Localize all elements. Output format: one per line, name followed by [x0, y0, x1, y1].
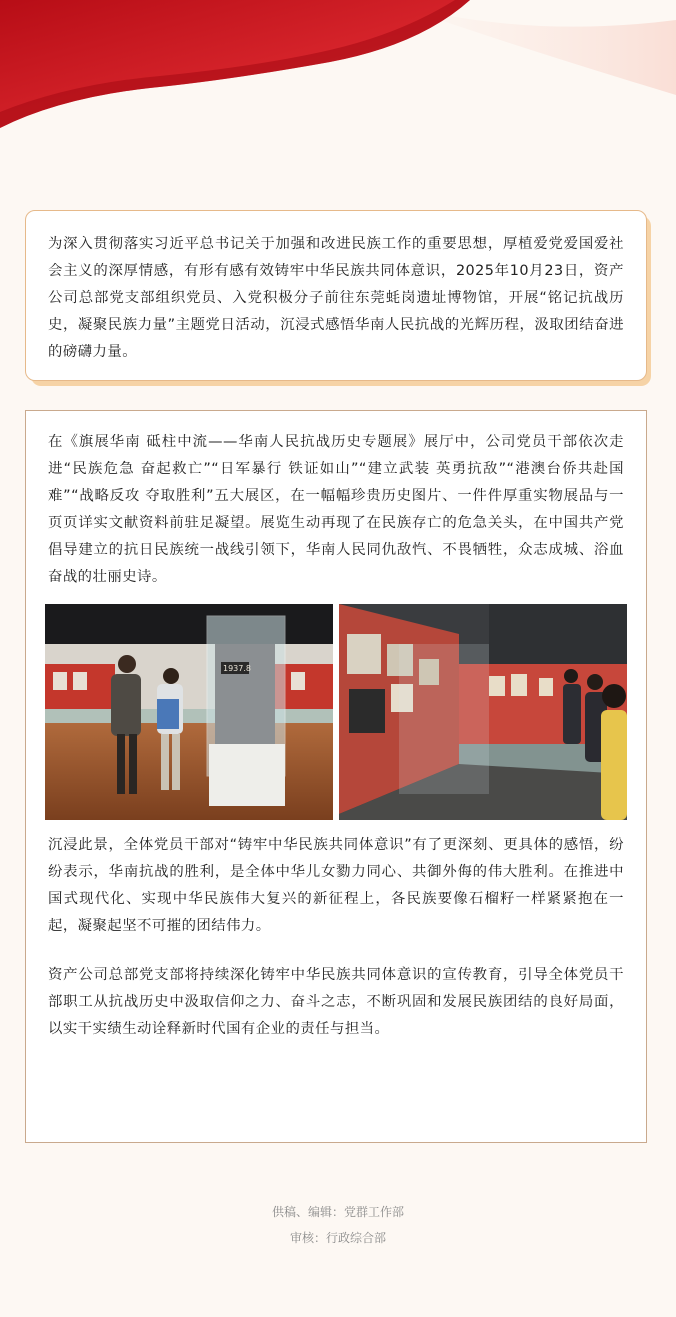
photo-visitors-at-display-case[interactable]: [45, 604, 333, 820]
paragraph-reflection: 沉浸此景，全体党员干部对“铸牢中华民族共同体意识”有了更深刻、更具体的感悟，纷纷表示，华南抗战的胜利，是全体中华儿女勠力同心、共御外侮的伟大胜利。在推进中国式现代化、实现中华民族伟大复兴的新征程上，各民族要像石榴籽一样紧紧抱在一起，凝聚起坚不可摧的团结伟力。: [48, 837, 624, 934]
credit-reviewer: 审核：行政综合部: [289, 1231, 386, 1245]
intro-paragraph: 为深入贯彻落实习近平总书记关于加强和改进民族工作的重要思想，厚植爱党爱国爱社会主义的深厚情感，有形有感有效铸牢中华民族共同体意识，2025年10月23日，资产公司总部党支部组织党员、入党积极分子前往东莞蚝岗遗址博物馆，开展“铭记抗战历史，凝聚民族力量”主题党日活动，沉浸式感悟华南人民抗战的光辉历程，汲取团结奋进的磅礴力量。: [48, 236, 624, 360]
red-flag-banner: [0, 0, 676, 200]
paragraph-commitment: 资产公司总部党支部将持续深化铸牢中华民族共同体意识的宣传教育，引导全体党员干部职工从抗战历史中汲取信仰之力、奋斗之志，不断巩固和发展民族团结的良好局面，以实干实绩生动诠释新时代国有企业的责任与担当。: [48, 967, 624, 1037]
exhibit-year-label: 1937.8: [223, 664, 251, 673]
credits: [0, 1199, 676, 1251]
photo-visitors-viewing-wall-exhibits[interactable]: [339, 604, 627, 820]
credit-editor: 供稿、编辑：党群工作部: [271, 1205, 404, 1219]
photo-row: [45, 604, 627, 820]
paragraph-exhibition: 在《旗展华南 砥柱中流——华南人民抗战历史专题展》展厅中，公司党员干部依次走进“民族危急 奋起救亡”“日军暴行 铁证如山”“建立武装 英勇抗敌”“港澳台侨共赴国难”“战略反攻 夺取胜利”五大展区，在一幅幅珍贵历史图片、一件件厚重实物展品与一页页详实文献资料前驻足凝望。展览生动再现了在民族存亡的危急关头，在中国共产党倡导建立的抗日民族统一战线引领下，华南人民同仇敌忾、不畏牺牲，众志成城、浴血奋战的壮丽史诗。: [48, 434, 624, 585]
intro-card: [25, 210, 647, 381]
article-body: [25, 410, 647, 1143]
